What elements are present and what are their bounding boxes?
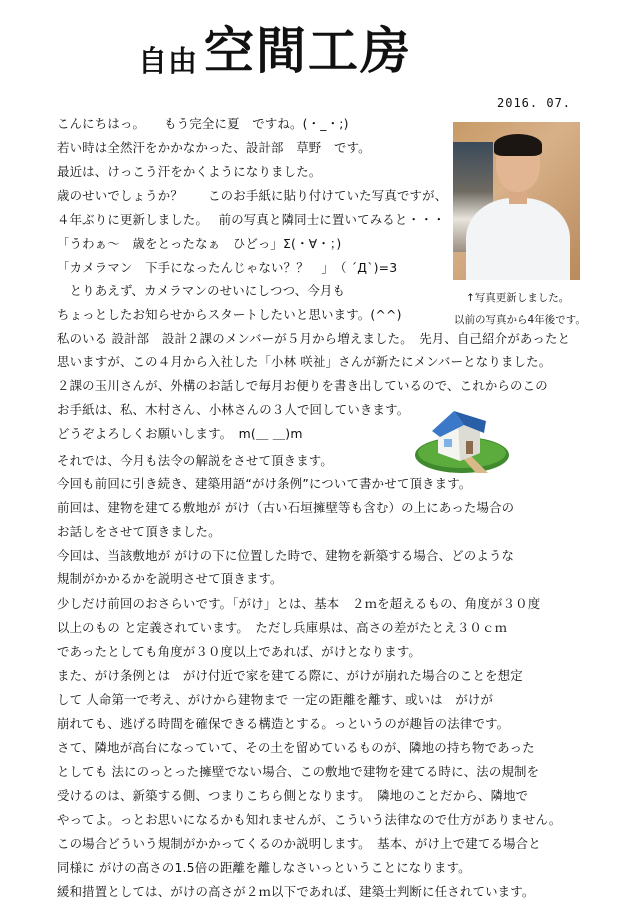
body-text-line: とりあえず、カメラマンのせいにしつつ、今月も [57, 283, 346, 298]
body-text-line: 緩和措置としては、がけの高さが２ｍ以下であれば、建築士判断に任されています。 [57, 884, 535, 899]
body-text-line: としても 法にのっとった擁壁でない場合、この敷地で建物を建てる時に、法の規制を [57, 764, 540, 779]
body-text-line: どうぞよろしくお願いします。 m(＿ ＿)m [57, 426, 303, 441]
body-text-line: お話しをさせて頂きました。 [57, 524, 221, 539]
body-text-line: 受けるのは、新築する側、つまりこちら側となります。 隣地のことだから、隣地で [57, 788, 529, 803]
body-text-line: 思いますが、この４月から入社した「小林 咲祉」さんが新たにメンバーとなりました。 [57, 354, 552, 369]
body-text-line: この場合どういう規制がかかってくるのか説明します。 基本、がけ上で建てる場合と [57, 836, 541, 851]
newsletter-title [138, 22, 412, 80]
body-text-line: 前回は、建物を建てる敷地が がけ（古い石垣擁壁等も含む）の上にあった場合の [57, 500, 515, 515]
body-text-line: 歳のせいでしょうか？ このお手紙に貼り付けていた写真ですが、 [57, 188, 448, 203]
photo-caption: ↑写真更新しました。 [466, 292, 570, 304]
author-photo [453, 122, 580, 280]
body-text-line: 少しだけ前回のおさらいです。「がけ」とは、基本 ２ｍを超えるもの、角度が３０度 [57, 596, 541, 611]
body-text-line: 同様に がけの高さの1.5倍の距離を離しなさいっということになります。 [57, 860, 471, 875]
title-prefix: 自由 [138, 44, 199, 78]
body-text-line: 規制がかかるかを説明させて頂きます。 [57, 571, 283, 586]
body-text-line: 今回は、当該敷地が がけの下に位置した時で、建物を新築する場合、どのような [57, 548, 515, 563]
photo-hair [494, 134, 542, 156]
body-text-line: であったとしても角度が３０度以上であれば、がけとなります。 [57, 644, 422, 659]
body-text-line: 若い時は全然汗をかかなかった、設計部 草野 です。 [57, 140, 371, 155]
body-text-line: さて、隣地が高台になっていて、その土を留めているものが、隣地の持ち物であった [57, 740, 535, 755]
body-text-line: 「カメラマン 下手になったんじゃない？？ 」 （ ´Д`)=3 [57, 260, 398, 275]
body-text-line: 今回も前回に引き続き、建築用語“がけ条例”について書かせて頂きます。 [57, 476, 472, 491]
body-text-line: 最近は、けっこう汗をかくようになりました。 [57, 164, 322, 179]
body-text-line: それでは、今月も法令の解説をさせて頂きます。 [57, 453, 334, 468]
body-text-line: して 人命第一で考え、がけから建物まで 一定の距離を離す、或いは がけが [57, 692, 494, 707]
body-text-line: やってよ。っとお思いになるかも知れませんが、こういう法律なので仕方がありません。 [57, 812, 562, 827]
photo-shirt [466, 198, 570, 280]
body-text-line: 私のいる 設計部 設計２課のメンバーが５月から増えました。 先月、自己紹介があったと [57, 331, 571, 346]
body-text-line: ４年ぶりに更新しました。 前の写真と隣同士に置いてみると・・・ [57, 212, 446, 227]
body-text-line: 以上のもの と定義されています。 ただし兵庫県は、高さの差がたとえ３０ｃｍ [57, 620, 508, 635]
house-illustration [414, 403, 510, 475]
body-text-line: お手紙は、私、木村さん、小林さんの３人で回していきます。 [57, 402, 410, 417]
body-text-line: 崩れても、逃げる時間を確保できる構造とする。っというのが趣旨の法律です。 [57, 716, 510, 731]
issue-date: 2016. 07. [497, 96, 572, 110]
body-text-line: また、がけ条例とは がけ付近で家を建てる際に、がけが崩れた場合のことを想定 [57, 668, 523, 683]
photo-subcaption: 以前の写真から4年後です。 [454, 314, 586, 326]
body-text-line: 「うわぁ～ 歳をとったなぁ ひどっ」Σ(・∀・；) [57, 236, 342, 251]
body-text-line: こんにちはっ。 もう完全に夏 ですね。(・_・;) [57, 116, 349, 131]
body-text-line: ちょっとしたお知らせからスタートしたいと思います。(^^) [57, 307, 402, 322]
title-main: 空間工房 [204, 22, 413, 80]
body-text-line: ２課の玉川さんが、外構のお話しで毎月お便りを書き出しているので、これからのこの [57, 378, 548, 393]
